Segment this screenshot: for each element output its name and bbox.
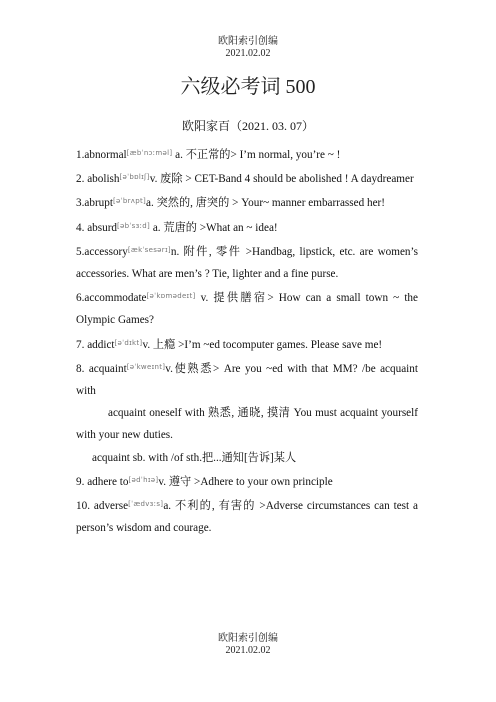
entry-headword: 3.abrupt: [76, 197, 113, 210]
vocab-entry: [76, 215, 418, 239]
entry-headword: 6.accommodate: [76, 292, 147, 305]
entry-headword: 10. adverse: [76, 500, 129, 513]
footer-date: 2021.02.02: [225, 645, 271, 656]
vocab-entry: [76, 356, 418, 402]
vocabulary-list: [76, 142, 418, 539]
entry-headword: 7. addict: [76, 338, 115, 351]
page-title: 六级必考词 500: [180, 76, 316, 98]
vocab-entry: [76, 166, 418, 190]
entry-definition: n. 附件, 零件 >Handbag, lipstick, etc. are women’s accessories. What are men’s ? Tie, lighter and a fine purse.: [76, 245, 418, 281]
vocab-entry: [76, 142, 418, 166]
header-author: 欧阳索引创编: [218, 36, 278, 47]
usage-text: acquaint sb. with /of sth.把...通知[告诉]某人: [92, 451, 297, 464]
vocab-entry: [76, 332, 418, 356]
page-footer: [0, 633, 496, 657]
entry-definition: v. 废除 > CET-Band 4 should be abolished ! A daydreamer: [149, 173, 414, 186]
usage-text: acquaint oneself with 熟悉, 通晓, 摸清 You must acquaint yourself with your new duties.: [76, 407, 418, 442]
entry-headword: 1.abnormal: [76, 149, 127, 161]
entry-phonetic: [æbˈnɔːməl]: [126, 149, 173, 157]
entry-headword: 9. adhere to: [76, 475, 129, 488]
entry-headword: 2. abolish: [76, 173, 120, 186]
vocab-entry: [76, 190, 418, 214]
entry-headword: 8. acquaint: [76, 362, 127, 375]
entry-definition: a. 荒唐的 >What an ~ idea!: [150, 221, 278, 234]
entry-phonetic: [əˈkɒmədeɪt]: [146, 292, 196, 301]
page-header: [0, 36, 496, 60]
entry-definition: v. 上瘾 >I’m ~ed tocomputer games. Please save me!: [142, 338, 383, 351]
entry-phonetic: [əˈkweɪnt]: [126, 362, 166, 371]
vocab-entry: [76, 469, 418, 493]
entry-definition: v.使熟悉> Are you ~ed with that MM? /be acquaint with: [76, 362, 418, 398]
entry-definition: a. 不利的, 有害的 >Adverse circumstances can test a person’s wisdom and courage.: [76, 500, 418, 535]
entry-headword: 4. absurd: [76, 221, 118, 234]
entry-phonetic: [əˈbrʌpt]: [112, 197, 147, 206]
entry-phonetic: [əbˈsɜːd]: [117, 221, 151, 230]
entry-definition: a. 不正常的> I’m normal, you’re ~ !: [172, 149, 341, 161]
header-date: 2021.02.02: [225, 48, 271, 59]
vocab-entry: [76, 239, 418, 285]
entry-headword: 5.accessory: [76, 245, 128, 258]
entry-definition: a. 突然的, 唐突的 > Your~ manner embarrassed her!: [146, 197, 385, 210]
page-subtitle: 欧阳家百（2021. 03. 07）: [181, 119, 314, 133]
entry-phonetic: [ədˈhɪə]: [128, 475, 159, 484]
entry-phonetic: [ækˈsesərɪ]: [127, 245, 171, 254]
entry-definition: v. 遵守 >Adhere to your own principle: [158, 475, 333, 488]
vocab-entry: [76, 285, 418, 331]
entry-phonetic: [əˈdɪkt]: [114, 338, 143, 347]
footer-author: 欧阳索引创编: [218, 633, 278, 644]
vocab-usage-note: [76, 402, 418, 446]
entry-phonetic: [ˈædvɜːs]: [128, 500, 164, 509]
entry-definition: v. 提供膳宿> How can a small town ~ the Olympic Games?: [76, 292, 418, 327]
vocab-usage-note: [76, 447, 418, 469]
entry-phonetic: [əˈbɒlɪʃ]: [119, 173, 150, 182]
vocab-entry: [76, 493, 418, 539]
